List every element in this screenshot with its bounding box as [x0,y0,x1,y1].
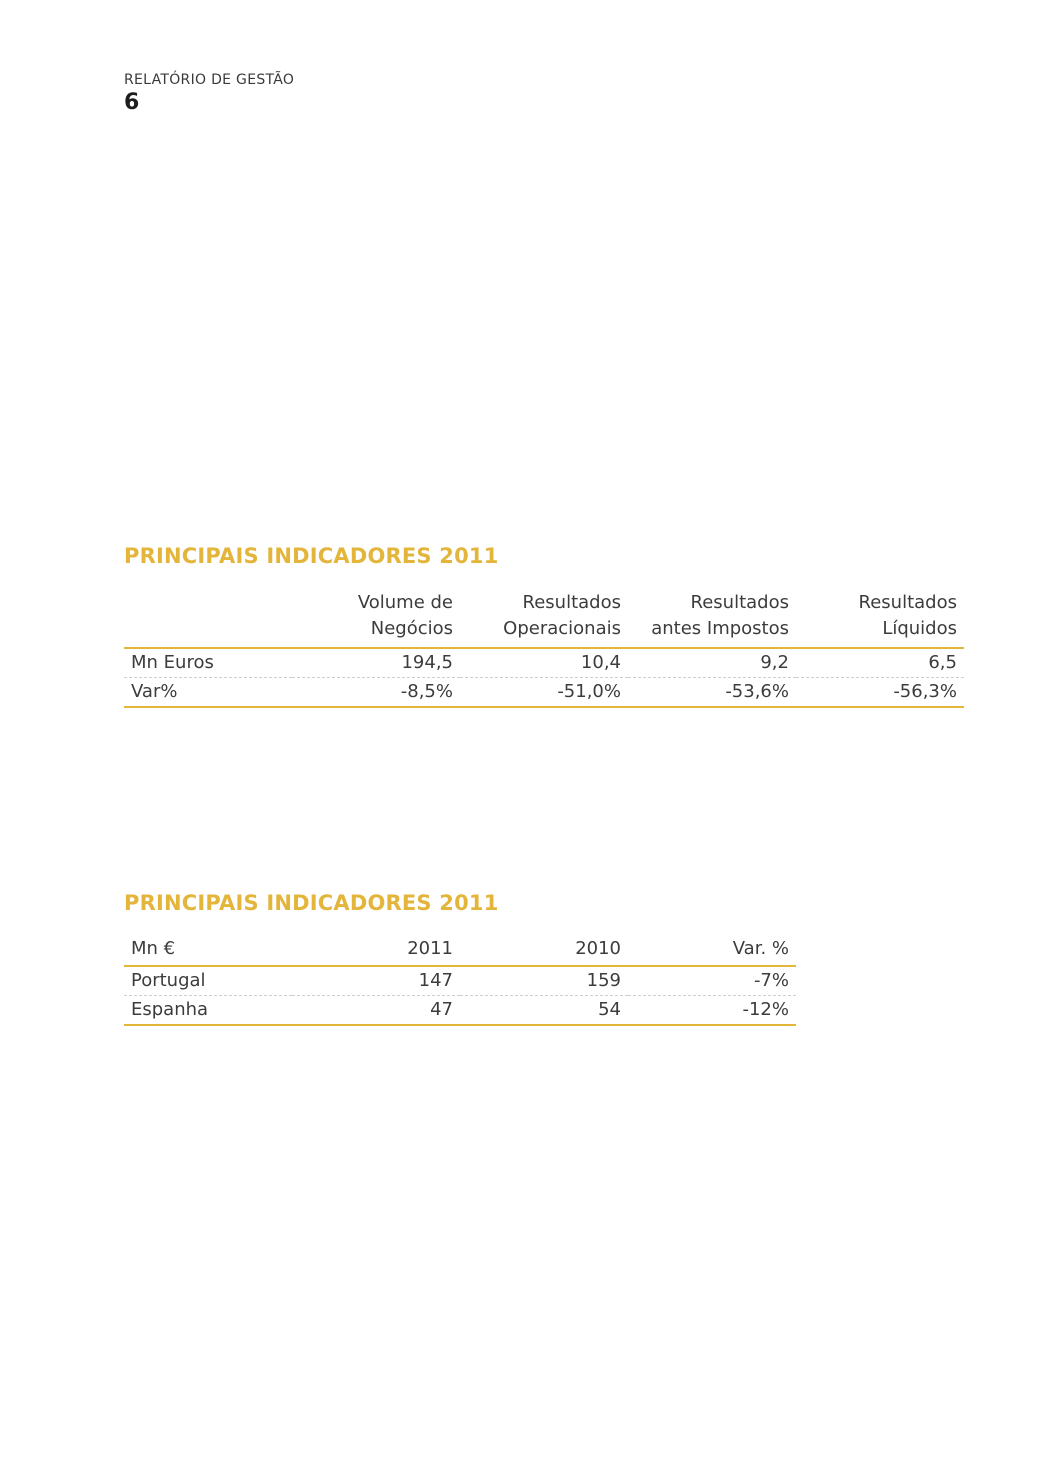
column-header-resultados-operacionais [460,590,628,648]
table-cell: -7% [628,966,796,996]
header-line: Resultados [858,592,957,613]
table-cell: 147 [292,966,460,996]
table-cell: 194,5 [292,648,460,678]
table-row [124,678,964,708]
row-label: Mn Euros [124,648,292,678]
indicators-table [124,590,964,708]
country-indicators-table [124,936,796,1026]
row-label: Var% [124,678,292,708]
section-label: RELATÓRIO DE GESTÃO [124,72,295,88]
header-line: Líquidos [882,618,957,639]
column-header-2011: 2011 [292,936,460,966]
column-header-unit: Mn € [124,936,292,966]
page-number: 6 [124,90,140,115]
column-header-resultados-liquidos [796,590,964,648]
table-row [124,996,796,1026]
table-cell: 10,4 [460,648,628,678]
header-line: Resultados [522,592,621,613]
column-header-2010: 2010 [460,936,628,966]
table-header-row [124,936,796,966]
table-cell: -51,0% [460,678,628,708]
table-header-row [124,590,964,648]
table1-title: PRINCIPAIS INDICADORES 2011 [124,544,499,568]
table-row [124,966,796,996]
table-cell: -53,6% [628,678,796,708]
row-label: Espanha [124,996,292,1026]
header-line: antes Impostos [651,618,789,639]
row-label: Portugal [124,966,292,996]
header-line: Negócios [370,618,453,639]
column-header-volume-negocios [292,590,460,648]
table-cell: -12% [628,996,796,1026]
column-header-resultados-antes-impostos [628,590,796,648]
header-line: Resultados [690,592,789,613]
table2-title: PRINCIPAIS INDICADORES 2011 [124,891,499,915]
header-line: Volume de [357,592,453,613]
table-cell: 159 [460,966,628,996]
page-header [124,70,294,116]
table-cell: -8,5% [292,678,460,708]
column-header-var: Var. % [628,936,796,966]
column-header [124,590,292,648]
table-cell: 9,2 [628,648,796,678]
table-row [124,648,964,678]
table-cell: 54 [460,996,628,1026]
header-line: Operacionais [503,618,621,639]
table-cell: -56,3% [796,678,964,708]
table-cell: 6,5 [796,648,964,678]
table-cell: 47 [292,996,460,1026]
